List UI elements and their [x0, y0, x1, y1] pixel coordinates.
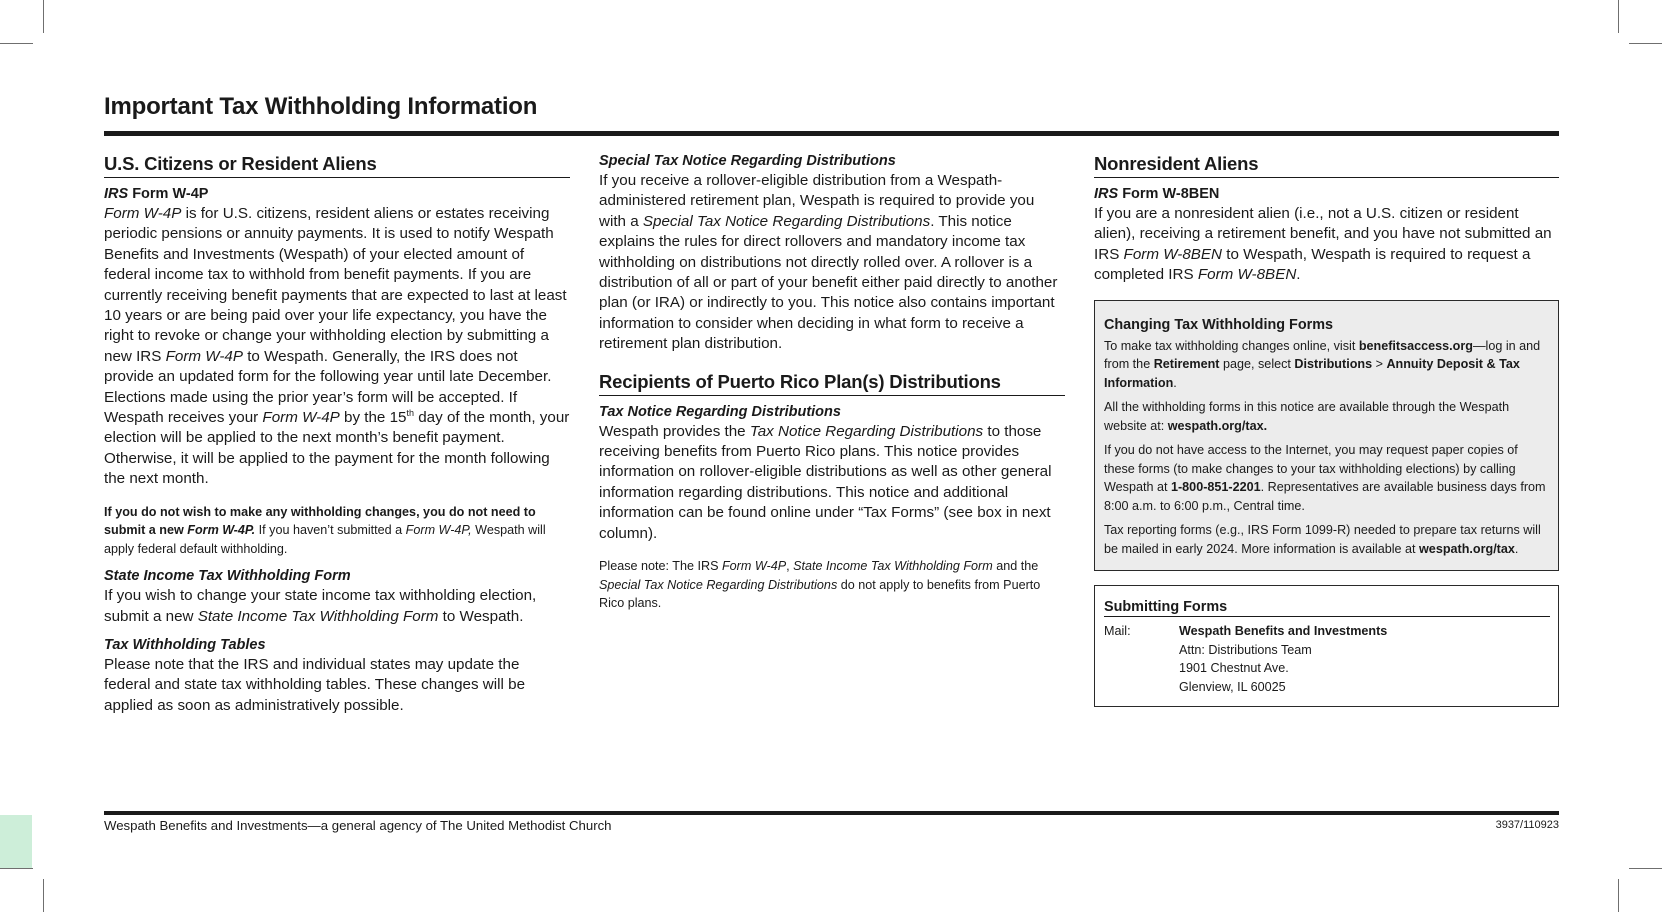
text-run: day of the month, your election will be applied to the next month’s benefit payment. Otherwise, it will be applied to the payment for the month following the next month. [104, 409, 570, 488]
page-title: Important Tax Withholding Information [104, 93, 538, 120]
text-run: benefitsaccess.org [1358, 338, 1473, 353]
text-run: —log in and from the [1104, 338, 1541, 372]
text-run: Wespath provides the [599, 422, 750, 440]
w8ben-subheading [1094, 186, 1559, 202]
special-notice-body [599, 171, 1065, 355]
pr-notice-body [599, 422, 1065, 544]
text-run: If you do not have access to the Internet, you may request paper copies of these forms (to make changes to your tax withholding elections) by calling Wespath at [1104, 443, 1518, 495]
w4p-subheading [104, 186, 570, 202]
crop-mark [43, 0, 44, 33]
text-run: If you receive a rollover-eligible distribution from a Wespath-administered retirement plan, Wespath is required to provide you with a [599, 172, 1035, 230]
document-code: 3937/110923 [1495, 819, 1559, 831]
w4p-body [104, 204, 570, 490]
crop-mark [43, 879, 44, 912]
text-run: and the [992, 559, 1039, 574]
text-run: State Income Tax Withholding Form [197, 607, 439, 625]
puerto-rico-heading: Recipients of Puerto Rico Plan(s) Distributions [599, 371, 1065, 396]
address-line-3: 1901 Chestnut Ave. [1179, 661, 1289, 676]
nonresident-heading: Nonresident Aliens [1094, 153, 1559, 178]
crop-mark [1618, 0, 1619, 33]
text-run: Form W-8BEN [1197, 266, 1297, 284]
us-citizens-heading: U.S. Citizens or Resident Aliens [104, 153, 570, 178]
text-run: Distributions [1294, 357, 1373, 372]
changing-forms-heading: Changing Tax Withholding Forms [1104, 316, 1334, 333]
crop-mark [1629, 43, 1662, 44]
text-run: State Income Tax Withholding Form [793, 559, 993, 574]
changing-forms-website [1104, 398, 1550, 435]
title-rule [104, 131, 1559, 136]
text-run: th [406, 408, 415, 418]
crop-mark [0, 43, 33, 44]
address-line-4: Glenview, IL 60025 [1179, 679, 1286, 694]
crop-mark [0, 868, 33, 869]
text-run: Annuity Deposit & Tax Information [1104, 357, 1520, 390]
pr-notice-subheading [599, 404, 1065, 420]
submitting-forms-heading: Submitting Forms [1104, 599, 1550, 617]
text-run: Special Tax Notice Regarding Distributions [642, 212, 931, 230]
address-line-1: Wespath Benefits and Investments [1179, 624, 1388, 639]
text-run: Tax reporting forms (e.g., IRS Form 1099-R) needed to prepare tax returns will be mailed in early 2024. More information is available at [1104, 523, 1541, 556]
no-change-note [104, 503, 570, 559]
text-run: to those receiving benefits from Puerto Rico plans. This notice provides information on rollover-eligible distributions as well as other general information regarding distributions. This notice and additional information can be found online under “Tax Forms” (see box in next column). [599, 422, 1052, 542]
column-nonresident [1094, 153, 1559, 707]
text-run: . This notice explains the rules for direct rollovers and mandatory income tax withholding on distributions not directly rolled over. A rollover is a distribution of all or part of your benefit either paid directly to another plan (or IRA) or indirectly to you. This notice also contains important information to consider when deciding in what form to receive a retirement plan distribution. [599, 212, 1058, 353]
text-run: to Wespath, Wespath is required to request a completed IRS [1094, 245, 1531, 284]
text-run: Form W-8BEN [1123, 245, 1222, 263]
text-run: > [1372, 357, 1387, 372]
pr-note [599, 557, 1065, 613]
text-run: Form W-4P [165, 347, 243, 365]
footer-text: Wespath Benefits and Investments—a general agency of The United Methodist Church [104, 818, 612, 833]
text-run: Please note: The IRS [599, 559, 722, 574]
text-run: wespath.org/tax. [1167, 418, 1268, 433]
nonresident-body [1094, 204, 1559, 286]
state-form-subheading [104, 568, 570, 584]
column-us-citizens [104, 153, 570, 716]
text-run: Form W-4P. [187, 523, 256, 538]
text-run: To make tax withholding changes online, visit [1104, 338, 1359, 353]
column-special-notice [599, 153, 1065, 613]
tables-body [104, 655, 570, 716]
text-run: Form W-4P [262, 409, 340, 427]
crop-mark [1618, 879, 1619, 912]
text-run: . [1296, 266, 1301, 284]
text-run: Form W-4P [104, 205, 182, 222]
w8ben-subheading-irs: IRS [1094, 186, 1119, 202]
text-run: . [1173, 375, 1177, 390]
pr-notice-title: Tax Notice Regarding Distributions [599, 403, 841, 420]
tables-title: Tax Withholding Tables [104, 637, 266, 653]
state-form-body [104, 586, 570, 627]
submitting-forms-box [1094, 585, 1559, 707]
state-form-title: State Income Tax Withholding Form [104, 568, 351, 585]
text-run: Retirement [1153, 357, 1220, 372]
text-run: If you do not wish to make any withholding changes, you do not need to submit a new [104, 504, 536, 538]
text-run: If you haven’t submitted a [255, 523, 406, 538]
text-run: , [786, 559, 794, 574]
text-run: to Wespath. Generally, the IRS does not provide an updated form for the following year until late December. Elections made using the prior year’s form will be accepted. If Wespath receives your [104, 347, 552, 427]
text-run: Form W-4P, [405, 523, 472, 538]
text-run: Tax Notice Regarding Distributions [749, 422, 984, 440]
changing-forms-online [1104, 337, 1550, 393]
crop-mark [1629, 868, 1662, 869]
changing-forms-box [1094, 300, 1559, 572]
page-tab-marker [0, 815, 32, 868]
text-run: Please note that the IRS and individual states may update the federal and state tax withholding tables. These changes will be applied as soon as administratively possible. [104, 656, 526, 714]
text-run: . Representatives are available business days from 8:00 a.m. to 6:00 p.m., Central time. [1104, 480, 1546, 513]
text-run: do not apply to benefits from Puerto Rico plans. [599, 577, 1041, 611]
text-run: to Wespath. [438, 607, 524, 625]
special-notice-title: Special Tax Notice Regarding Distributions [599, 153, 896, 169]
footer-rule [104, 811, 1559, 815]
text-run: All the withholding forms in this notice are available through the Wespath website at: [1104, 400, 1510, 433]
w4p-subheading-form: Form W-4P [128, 186, 209, 202]
text-run: Wespath will apply federal default withholding. [104, 523, 546, 556]
text-run: Form W-4P [721, 559, 787, 574]
mail-address [1104, 622, 1550, 696]
text-run: by the 15 [339, 409, 407, 427]
text-run: Special Tax Notice Regarding Distributions [599, 577, 838, 592]
address-line-2: Attn: Distributions Team [1179, 642, 1312, 657]
w8ben-subheading-form: Form W-8BEN [1118, 186, 1220, 202]
text-run: page, select [1219, 357, 1295, 372]
text-run: 1-800-851-2201 [1170, 480, 1261, 495]
changing-forms-reporting [1104, 521, 1550, 558]
special-notice-subheading [599, 153, 1065, 169]
text-run: If you wish to change your state income tax withholding election, submit a new [104, 587, 537, 625]
text-run: . [1514, 541, 1519, 556]
text-run: If you are a nonresident alien (i.e., not a U.S. citizen or resident alien), receiving a retirement benefit, and you have not submitted an IRS [1094, 205, 1552, 263]
text-run: wespath.org/tax [1419, 541, 1515, 556]
w4p-subheading-irs: IRS [104, 186, 129, 202]
changing-forms-phone [1104, 441, 1550, 515]
text-run: is for U.S. citizens, resident aliens or estates receiving periodic pensions or annuity payments. It is used to notify Wespath Benefits and Investments (Wespath) of your elected amount of federal income tax to withhold from benefit payments. If you are currently receiving benefit payments that are expected to last at least 10 years or are being paid over your life expectancy, you have the right to revoke or change your withholding election by submitting a new IRS [104, 205, 567, 365]
mail-label: Mail: [1104, 624, 1131, 639]
tables-subheading [104, 637, 570, 653]
address-block [1179, 622, 1387, 696]
